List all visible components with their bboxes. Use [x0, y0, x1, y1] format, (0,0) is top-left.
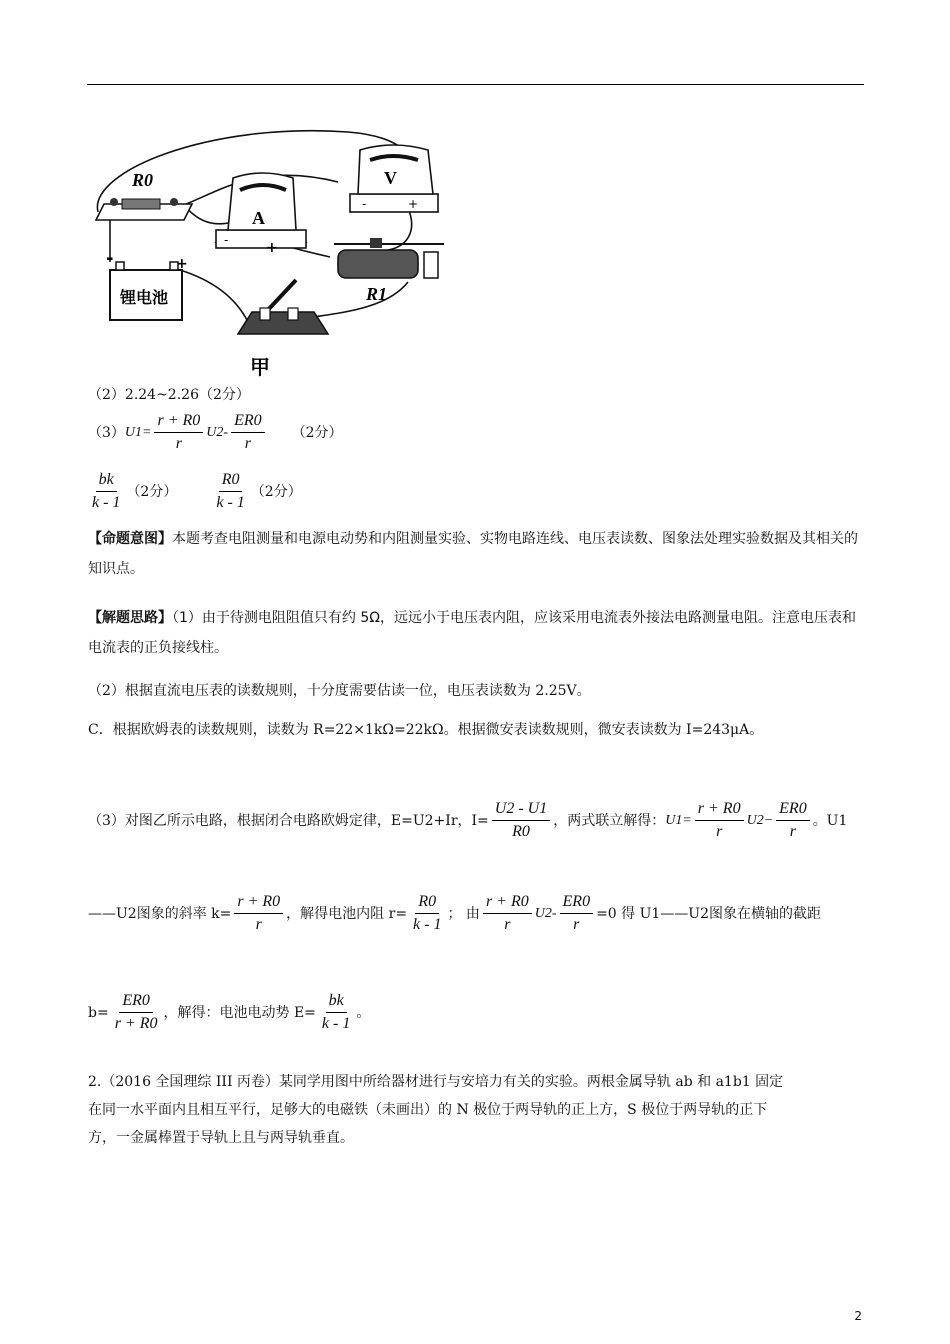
ammeter-minus: - — [224, 233, 229, 247]
fraction-denominator: k - 1 — [321, 1015, 351, 1032]
fraction-r-plus-r0-over-r — [483, 893, 532, 934]
fraction-denominator: r — [175, 435, 182, 452]
fraction-numerator: bk — [96, 471, 117, 492]
fraction-numerator: bk — [326, 992, 347, 1013]
page-number: 2 — [854, 1309, 862, 1323]
fraction-denominator: R0 — [512, 823, 530, 840]
fraction-denominator: r — [789, 823, 797, 840]
fraction-numerator: r + R0 — [695, 800, 744, 821]
answer-2: （2）2.24~2.26（2分） — [88, 387, 250, 403]
rheostat-end — [424, 252, 438, 278]
derivation-text: b= — [88, 1004, 109, 1021]
answer-3 — [88, 412, 343, 453]
problem-2-line-3: 方，一金属棒置于导轨上且与两导轨垂直。 — [88, 1130, 354, 1146]
fraction-er0-over-r — [560, 893, 594, 934]
fraction-numerator: R0 — [219, 471, 243, 492]
switch-terminal — [288, 308, 298, 320]
u2-minus: U2- — [534, 905, 557, 921]
fraction-denominator: r — [244, 435, 251, 452]
r1-label: R1 — [366, 284, 388, 304]
solution-paragraph-2: （2）根据直流电压表的读数规则，十分度需要估读一位，电压表读数为 2.25V。 — [88, 683, 591, 699]
r0-resistor — [122, 199, 160, 209]
derivation-text: ，两式联立解得： — [553, 812, 666, 829]
fraction-denominator: r — [504, 916, 511, 933]
fraction-numerator: ER0 — [776, 800, 810, 821]
fraction-er0-over-r-plus-r0 — [112, 992, 161, 1033]
ammeter-label: A — [252, 208, 265, 228]
derivation-text: 。U1 — [812, 812, 848, 829]
derivation-line-2 — [88, 893, 821, 934]
u1-label: U1= — [124, 424, 152, 440]
problem-2-line-1: 2.（2016 全国理综 III 丙卷）某同学用图中所给器材进行与安培力有关的实验。两根金属导轨 ab 和 a1b1 固定 — [88, 1074, 784, 1090]
fraction-er0-over-r — [776, 800, 810, 841]
intent-label: 【命题意图】 — [88, 531, 172, 547]
fraction-denominator: k - 1 — [92, 494, 121, 511]
switch-terminal — [260, 308, 270, 320]
solution-label: 【解题思路】 — [88, 610, 172, 626]
circuit-figure — [88, 112, 478, 384]
fraction-numerator: ER0 — [560, 893, 594, 914]
fraction-numerator: r + R0 — [154, 412, 203, 433]
fraction-r-plus-r0-over-r — [234, 893, 283, 934]
fraction-denominator: r — [716, 823, 723, 840]
fraction-r0-over-k-1 — [410, 893, 444, 934]
fraction-u2-u1-over-r0 — [492, 800, 550, 841]
fraction-numerator: r + R0 — [234, 893, 283, 914]
u2-minus: U2- — [206, 424, 229, 440]
fraction-bk-over-k-1 — [89, 471, 123, 512]
derivation-text: （3）对图乙所示电路，根据闭合电路欧姆定律，E=U2+Ir，I= — [88, 812, 489, 829]
switch-base — [238, 312, 328, 334]
voltmeter-plus: + — [408, 197, 419, 211]
fraction-numerator: ER0 — [119, 992, 153, 1013]
score: （2分） — [250, 483, 302, 500]
voltmeter-minus: - — [362, 197, 367, 211]
wire — [313, 282, 408, 317]
r0-terminal — [110, 198, 118, 206]
u2-minus: U2− — [746, 812, 774, 828]
derivation-line-1 — [88, 800, 847, 841]
solution-paragraph-1 — [88, 603, 868, 663]
fraction-denominator: k - 1 — [413, 916, 442, 933]
battery-plus: + — [176, 256, 188, 272]
derivation-text: ——U2图象的斜率 k= — [88, 905, 232, 922]
voltmeter-label: V — [384, 168, 397, 188]
switch-blade — [266, 280, 296, 312]
derivation-text: ； 由 — [447, 905, 480, 922]
fraction-bk-over-k-1 — [319, 992, 353, 1033]
battery-minus: - — [106, 248, 114, 269]
fraction-numerator: U2 - U1 — [492, 800, 550, 821]
problem-2-line-2: 在同一水平面内且相互平行，足够大的电磁铁（未画出）的 N 极位于两导轨的正上方，S 极位于两导轨的正下 — [88, 1102, 768, 1118]
fraction-denominator: r — [255, 916, 262, 933]
battery-label: 锂电池 — [120, 288, 169, 307]
derivation-text: 。 — [356, 1004, 371, 1021]
fraction-r-plus-r0-over-r — [154, 412, 203, 453]
rheostat-coil — [338, 250, 418, 278]
ammeter-front — [216, 230, 306, 248]
derivation-text: ，解得电池内阻 r= — [286, 905, 408, 922]
fraction-numerator: ER0 — [231, 412, 265, 433]
fraction-numerator: r + R0 — [483, 893, 532, 914]
derivation-line-3 — [88, 992, 370, 1033]
intent-text: 本题考查电阻测量和电源电动势和内阻测量实验、实物电路连线、电压表读数、图象法处理实验数据及其相关的知识点。 — [88, 531, 858, 577]
rheostat-slider — [370, 238, 382, 248]
figure-caption: 甲 — [250, 355, 270, 379]
fraction-numerator: R0 — [415, 893, 439, 914]
wire — [180, 270, 248, 322]
answer-3-cont — [86, 471, 302, 512]
answer-3-prefix: （3） — [88, 424, 125, 441]
ammeter-plus: + — [266, 240, 278, 256]
solution-p1: （1）由于待测电阻阻值只有约 5Ω，远远小于电压表内阻，应该采用电流表外接法电路测量电阻。注意电压表和电流表的正负接线柱。 — [88, 610, 856, 656]
u1-label: U1= — [665, 812, 692, 828]
fraction-denominator: r — [573, 916, 580, 933]
r0-terminal — [170, 198, 178, 206]
score: （2分） — [126, 483, 178, 500]
fraction-r0-over-k-1 — [213, 471, 247, 512]
r0-label: R0 — [132, 170, 154, 190]
solution-paragraph-3: C．根据欧姆表的读数规则，读数为 R=22×1kΩ=22kΩ。根据微安表读数规则，微安表读数为 I=243μA。 — [88, 722, 764, 738]
fraction-denominator: k - 1 — [216, 494, 245, 511]
fraction-r-plus-r0-over-r — [695, 800, 744, 841]
header-rule — [87, 84, 864, 85]
score: （2分） — [291, 424, 343, 441]
fraction-er0-over-r — [231, 412, 265, 453]
battery-terminal — [116, 262, 124, 270]
derivation-text: =0 得 U1——U2图象在横轴的截距 — [596, 905, 822, 922]
intent-paragraph — [88, 524, 868, 584]
fraction-denominator: r + R0 — [114, 1015, 158, 1032]
derivation-text: ，解得：电池电动势 E= — [163, 1004, 316, 1021]
